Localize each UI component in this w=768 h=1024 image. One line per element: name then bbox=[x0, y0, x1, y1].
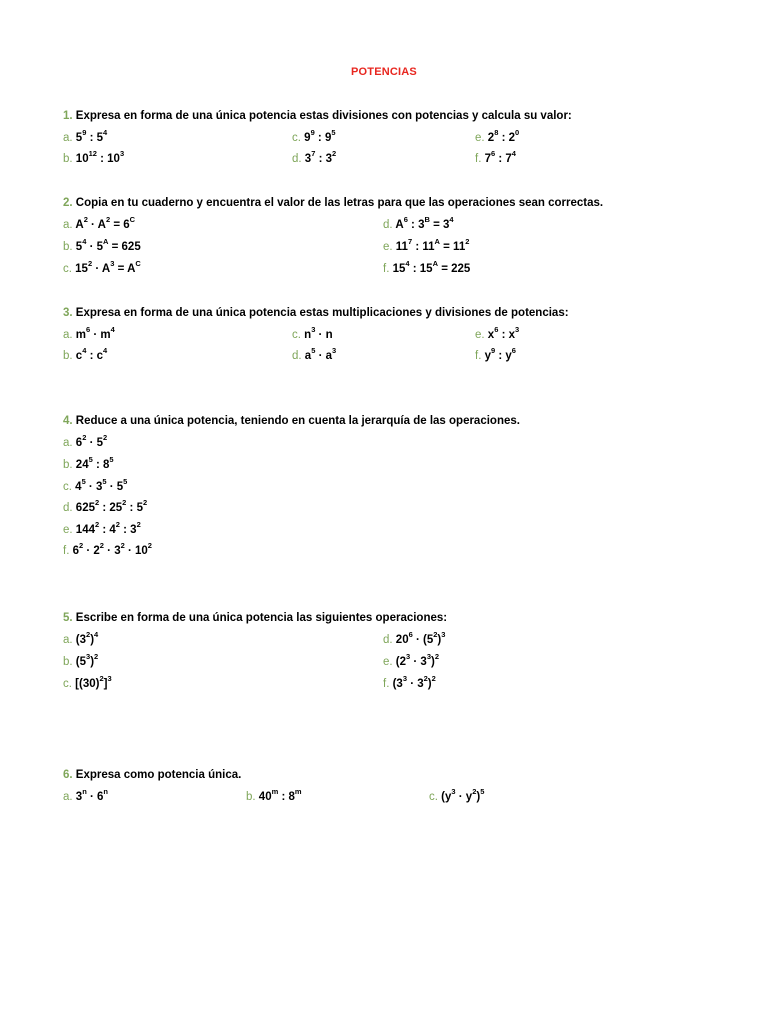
exercise-item bbox=[63, 652, 99, 668]
question-3 bbox=[63, 307, 569, 319]
item-label: c. bbox=[292, 329, 301, 341]
item-expression: $5^4 \cdot 5^A = 625$ bbox=[75, 237, 141, 253]
item-label: a. bbox=[63, 329, 73, 341]
item-label: b. bbox=[63, 656, 73, 668]
item-label: a. bbox=[63, 132, 73, 144]
exercise-item bbox=[292, 149, 337, 165]
item-label: e. bbox=[63, 524, 73, 536]
item-label: c. bbox=[63, 678, 72, 690]
item-expression: $n^3 \cdot n$ bbox=[304, 325, 333, 341]
item-label: f. bbox=[383, 678, 390, 690]
item-label: d. bbox=[383, 219, 393, 231]
item-expression: $3^n \cdot 6^n$ bbox=[75, 787, 109, 803]
item-label: e. bbox=[383, 241, 393, 253]
item-label: f. bbox=[63, 545, 70, 557]
item-expression: $(5^3)^2$ bbox=[75, 652, 99, 668]
item-expression: $6^2 \cdot 5^2$ bbox=[75, 433, 108, 449]
question-number: 5. bbox=[63, 612, 73, 624]
item-label: f. bbox=[475, 350, 482, 362]
item-expression: $11^7$ : $11^A = 11^2$ bbox=[395, 237, 470, 253]
question-number: 2. bbox=[63, 197, 73, 209]
exercise-item bbox=[292, 325, 333, 341]
item-expression: $x^6$ : $x^3$ bbox=[487, 325, 520, 341]
item-expression: 40$^m$ : 8$^m$ bbox=[258, 787, 302, 803]
exercise-item bbox=[475, 325, 520, 341]
item-label: b. bbox=[63, 459, 73, 471]
item-label: e. bbox=[475, 329, 485, 341]
item-expression: $(3^2)^4$ bbox=[75, 630, 99, 646]
question-text: Reduce a una única potencia, teniendo en cuenta la jerarquía de las operaciones. bbox=[75, 415, 520, 427]
question-text: Copia en tu cuaderno y encuentra el valor de las letras para que las operaciones sean correctas. bbox=[75, 197, 604, 209]
exercise-item bbox=[63, 520, 141, 536]
exercise-item bbox=[63, 787, 109, 803]
question-number: 3. bbox=[63, 307, 73, 319]
exercise-item bbox=[63, 455, 114, 471]
exercise-item bbox=[63, 433, 108, 449]
item-label: a. bbox=[63, 437, 73, 449]
item-expression: $5^9$ : $5^4$ bbox=[75, 128, 108, 144]
question-text: Expresa en forma de una única potencia estas multiplicaciones y divisiones de potencias: bbox=[75, 307, 569, 319]
question-6 bbox=[63, 769, 241, 781]
item-label: e. bbox=[383, 656, 393, 668]
exercise-item bbox=[63, 498, 148, 514]
question-number: 6. bbox=[63, 769, 73, 781]
exercise-item bbox=[383, 215, 454, 231]
exercise-item bbox=[63, 237, 141, 253]
item-label: b. bbox=[246, 791, 256, 803]
item-label: c. bbox=[63, 263, 72, 275]
item-expression: $c^4$ : $c^4$ bbox=[75, 346, 108, 362]
item-expression: $(3^3 \cdot 3^2)^2$ bbox=[392, 674, 436, 690]
item-expression: $625^2$ : $25^2$ : $5^2$ bbox=[75, 498, 148, 514]
question-number: 1. bbox=[63, 110, 73, 122]
item-label: b. bbox=[63, 241, 73, 253]
item-expression: $y^9$ : $y^6$ bbox=[484, 346, 516, 362]
exercise-item bbox=[63, 128, 108, 144]
item-expression: $9^9$ : $9^5$ bbox=[304, 128, 336, 144]
exercise-item bbox=[246, 787, 302, 803]
item-label: d. bbox=[292, 153, 302, 165]
item-label: b. bbox=[63, 350, 73, 362]
exercise-item bbox=[383, 674, 436, 690]
item-expression: $10^{12}$ : $10^3$ bbox=[75, 149, 125, 165]
item-label: e. bbox=[475, 132, 485, 144]
item-expression: $A^2 \cdot A^2 = 6^C$ bbox=[75, 215, 136, 231]
exercise-item bbox=[63, 477, 128, 493]
exercise-item bbox=[383, 630, 446, 646]
item-label: a. bbox=[63, 634, 73, 646]
item-label: c. bbox=[63, 481, 72, 493]
item-label: c. bbox=[292, 132, 301, 144]
item-expression: $15^2 \cdot A^3 = A^C$ bbox=[75, 259, 141, 275]
exercise-item bbox=[63, 149, 125, 165]
item-expression: $7^6$ : $7^4$ bbox=[484, 149, 516, 165]
item-expression: $20^6 \cdot (5^2)^3$ bbox=[395, 630, 446, 646]
question-text: Expresa como potencia única. bbox=[75, 769, 242, 781]
item-expression: $144^2$ : $4^2$ : $3^2$ bbox=[75, 520, 141, 536]
exercise-item bbox=[475, 128, 520, 144]
question-number: 4. bbox=[63, 415, 73, 427]
item-label: b. bbox=[63, 153, 73, 165]
exercise-item bbox=[63, 630, 99, 646]
item-expression: $15^4$ : $15^A = 225$ bbox=[392, 259, 471, 275]
exercise-item bbox=[383, 237, 470, 253]
exercise-item bbox=[63, 215, 136, 231]
item-label: d. bbox=[292, 350, 302, 362]
question-text: Escribe en forma de una única potencia las siguientes operaciones: bbox=[75, 612, 448, 624]
item-expression: $24^5$ : $8^5$ bbox=[75, 455, 114, 471]
page-title: POTENCIAS bbox=[351, 66, 417, 78]
question-5 bbox=[63, 612, 447, 624]
item-label: f. bbox=[383, 263, 390, 275]
item-expression: $(y^3 \cdot y^2)^5$ bbox=[441, 787, 485, 803]
item-label: f. bbox=[475, 153, 482, 165]
exercise-item bbox=[292, 128, 336, 144]
item-expression: $2^8$ : $2^0$ bbox=[487, 128, 520, 144]
item-label: a. bbox=[63, 791, 73, 803]
exercise-item bbox=[475, 149, 516, 165]
item-expression: $m^6 \cdot m^4$ bbox=[75, 325, 115, 341]
item-label: d. bbox=[383, 634, 393, 646]
exercise-item bbox=[292, 346, 337, 362]
exercise-item bbox=[63, 259, 141, 275]
item-label: d. bbox=[63, 502, 73, 514]
exercise-item bbox=[63, 325, 115, 341]
exercise-item bbox=[63, 674, 112, 690]
item-expression: $3^7$ : $3^2$ bbox=[304, 149, 337, 165]
exercise-item bbox=[429, 787, 485, 803]
exercise-item bbox=[475, 346, 516, 362]
question-text: Expresa en forma de una única potencia estas divisiones con potencias y calcula su valor: bbox=[75, 110, 572, 122]
item-expression: $4^5 \cdot 3^5 \cdot 5^5$ bbox=[75, 477, 128, 493]
exercise-item bbox=[63, 541, 152, 557]
item-expression: $6^2 \cdot 2^2 \cdot 3^2 \cdot 10^2$ bbox=[72, 541, 152, 557]
item-expression: $A^6$ : $3^B = 3^4$ bbox=[395, 215, 454, 231]
item-label: c. bbox=[429, 791, 438, 803]
question-2 bbox=[63, 197, 603, 209]
item-expression: $(2^3 \cdot 3^3)^2$ bbox=[395, 652, 440, 668]
exercise-item bbox=[383, 652, 440, 668]
question-4 bbox=[63, 415, 520, 427]
exercise-item bbox=[63, 346, 108, 362]
item-label: a. bbox=[63, 219, 73, 231]
question-1 bbox=[63, 110, 572, 122]
item-expression: $[(30)^2]^3$ bbox=[75, 674, 112, 690]
exercise-item bbox=[383, 259, 471, 275]
item-expression: $a^5 \cdot a^3$ bbox=[304, 346, 337, 362]
